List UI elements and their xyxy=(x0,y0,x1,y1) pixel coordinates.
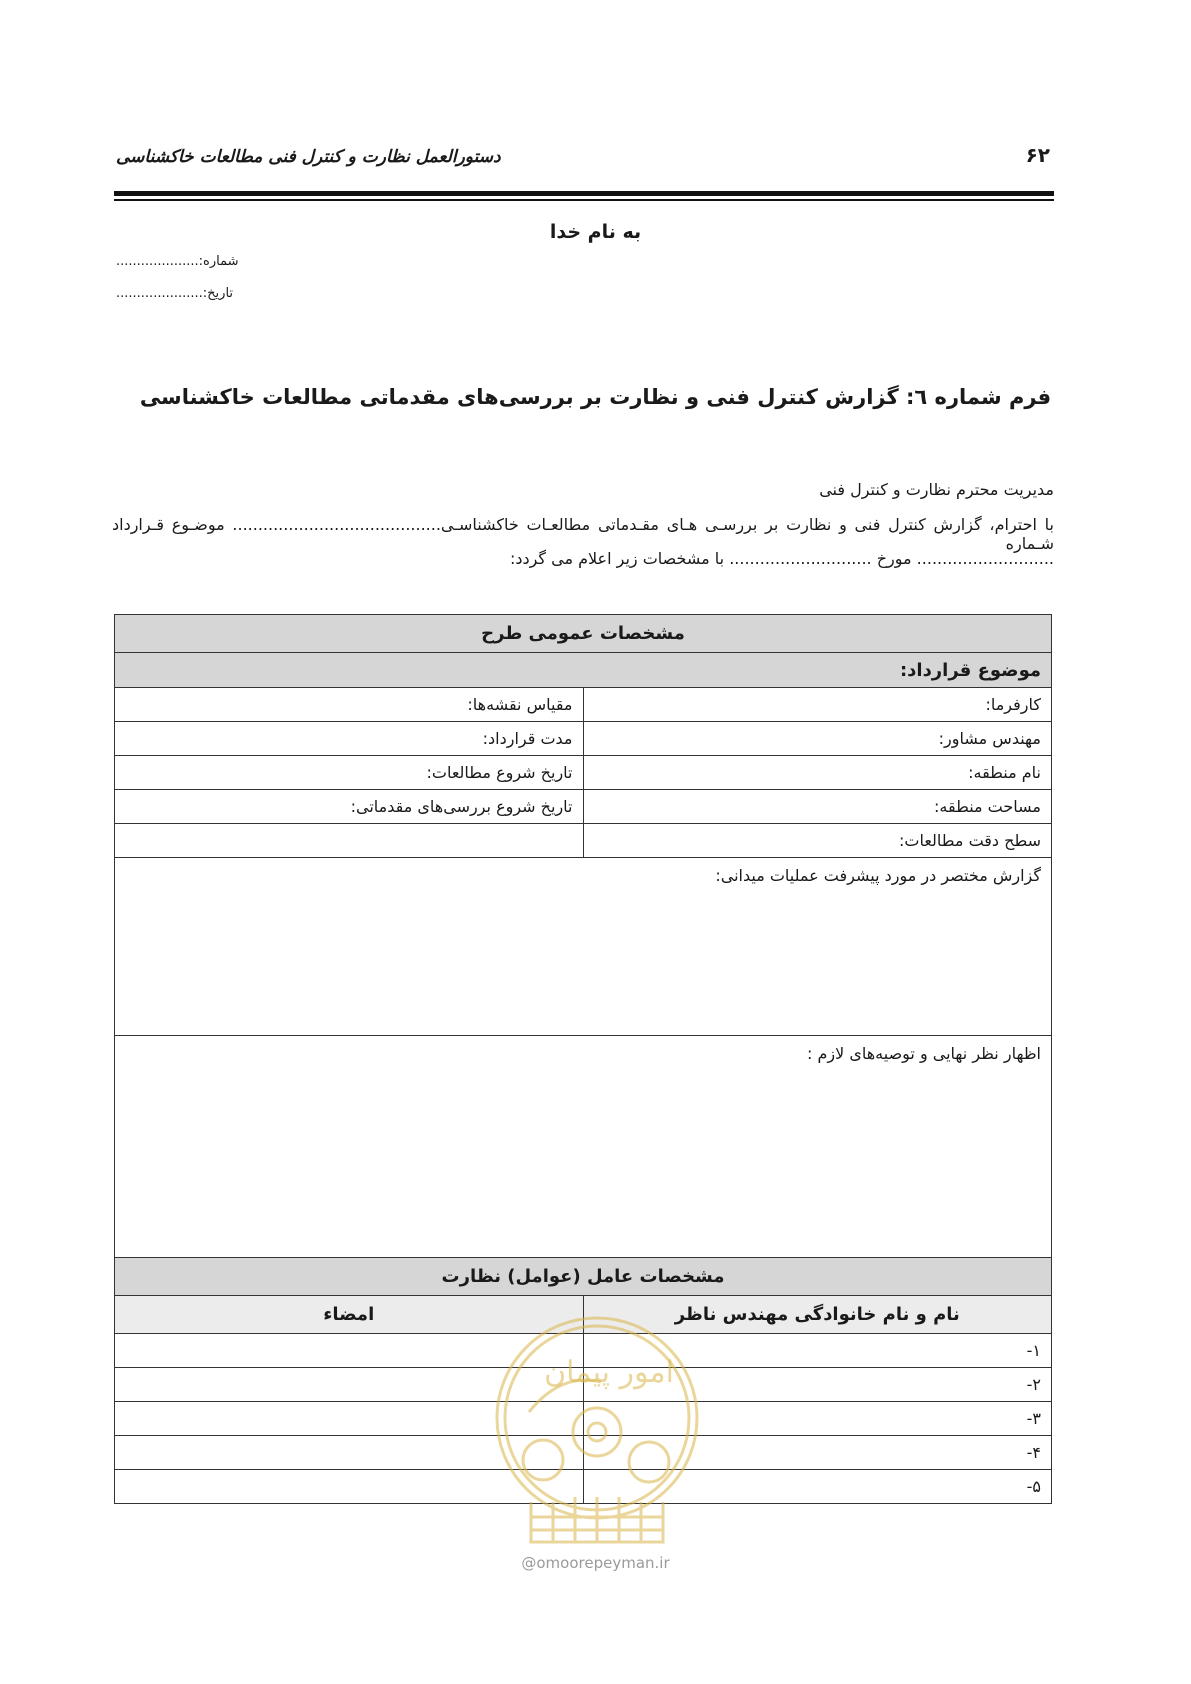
field-report-box: گزارش مختصر در مورد پیشرفت عملیات میدانی: xyxy=(115,858,1052,1036)
watermark-seal-icon xyxy=(491,1312,703,1552)
employer-label: کارفرما: xyxy=(583,688,1052,722)
general-specs-header: مشخصات عمومی طرح xyxy=(115,615,1052,653)
study-start-date-label: تاریخ شروع مطالعات: xyxy=(115,756,584,790)
supervisor-header: مشخصات عامل (عوامل) نظارت xyxy=(115,1258,1052,1296)
form-title: فرم شماره ٦: گزارش کنترل فنی و نظارت بر بررسی‌های مقدماتی مطالعات خاکشناسی xyxy=(139,385,1052,409)
seal-lettering: امور پیمان xyxy=(544,1355,674,1390)
supervisor-name-column-header: نام و نام خانوادگی مهندس ناظر xyxy=(583,1296,1052,1334)
map-scale-label: مقیاس نقشه‌ها: xyxy=(115,688,584,722)
row-number: ۱- xyxy=(583,1334,1052,1368)
contract-subject-label: موضوع قرارداد: xyxy=(115,653,1052,688)
region-name-label: نام منطقه: xyxy=(583,756,1052,790)
empty-cell xyxy=(115,824,584,858)
intro-body-line: با احترام، گزارش کنترل فنی و نظارت بر بررسـی هـای مقـدماتی مطالعـات خاکشناسـی......................................... موضـوع قـرارداد شـماره xyxy=(112,515,1054,553)
header-rule-thick xyxy=(114,191,1054,196)
signature-column-header: امضاء xyxy=(115,1296,584,1334)
watermark-site: @omoorepeyman.ir xyxy=(521,1554,670,1572)
number-field: شماره:.................... xyxy=(116,254,239,269)
bismillah-heading: به نام خدا xyxy=(549,221,642,243)
contract-duration-label: مدت قرارداد: xyxy=(115,722,584,756)
preliminary-start-date-label: تاریخ شروع بررسی‌های مقدماتی: xyxy=(115,790,584,824)
row-number: ۴- xyxy=(583,1436,1052,1470)
region-area-label: مساحت منطقه: xyxy=(583,790,1052,824)
header-rule-thin xyxy=(114,199,1054,201)
final-opinion-box: اظهار نظر نهایی و توصیه‌های لازم : xyxy=(115,1036,1052,1258)
intro-body-line: ........................... مورخ ............................ با مشخصات زیر اعلام می گردد: xyxy=(509,549,1054,568)
row-number: ۵- xyxy=(583,1470,1052,1504)
intro-salutation: مدیریت محترم نظارت و کنترل فنی xyxy=(819,480,1054,499)
consultant-label: مهندس مشاور: xyxy=(583,722,1052,756)
running-title: دستورالعمل نظارت و کنترل فنی مطالعات خاکشناسی xyxy=(116,147,501,167)
page-number: ۶۲ xyxy=(1025,143,1050,167)
date-field: تاریخ:..................... xyxy=(116,286,234,301)
row-number: ۳- xyxy=(583,1402,1052,1436)
study-accuracy-label: سطح دقت مطالعات: xyxy=(583,824,1052,858)
row-number: ۲- xyxy=(583,1368,1052,1402)
